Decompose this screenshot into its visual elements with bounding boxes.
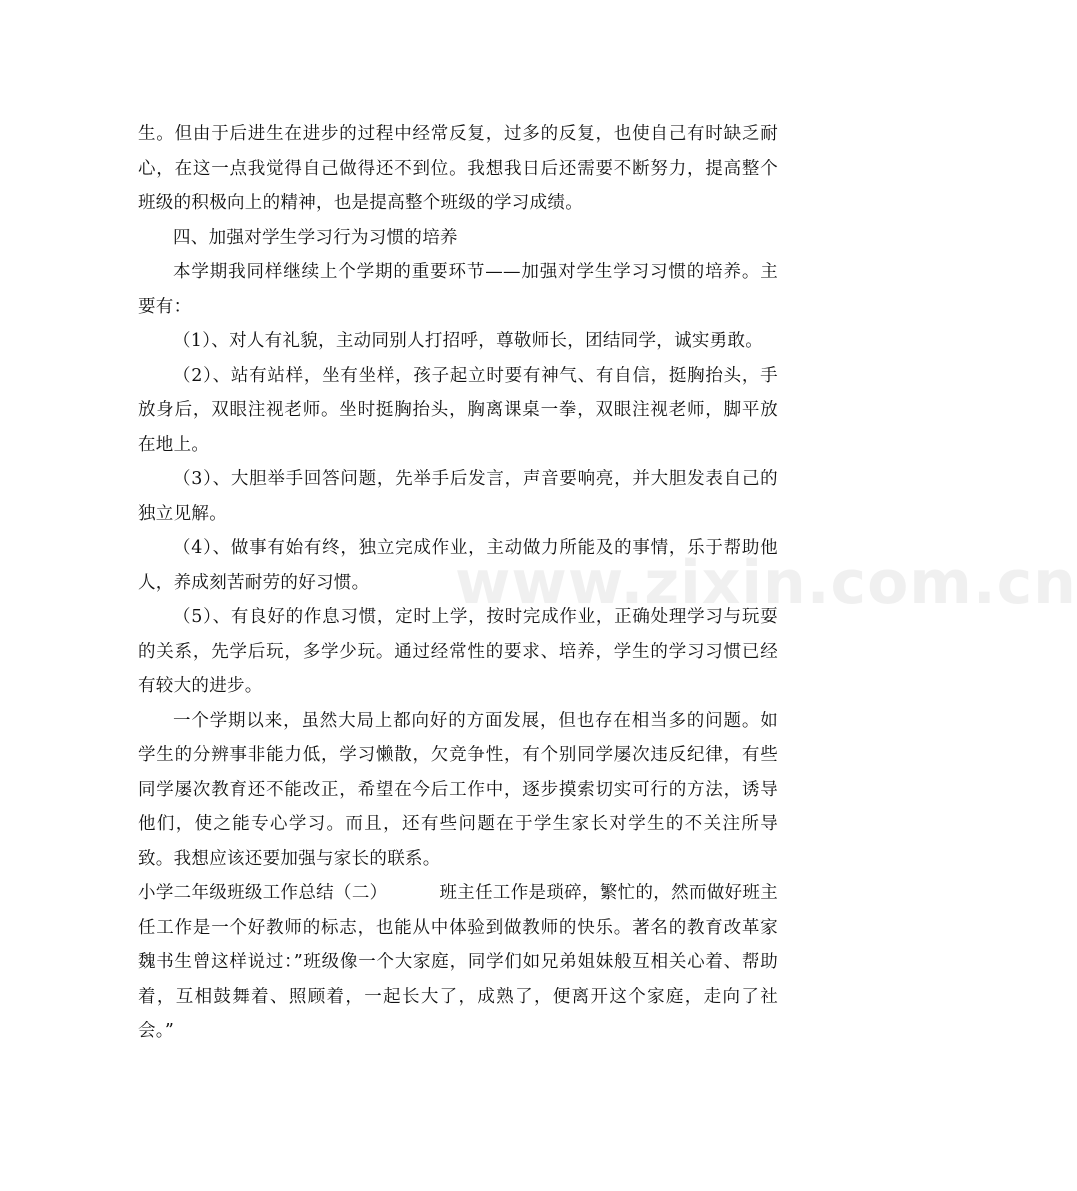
list-item-1: （1）、对人有礼貌，主动同别人打招呼，尊敬师长，团结同学，诚实勇敢。 [173, 331, 764, 351]
list-item-2: （2）、站有站样，坐有坐样，孩子起立时要有神气、有自信，挺胸抬头，手放身后，双眼注视老师。坐时挺胸抬头，胸离课桌一拳，双眼注视老师，脚平放在地上。 [138, 365, 778, 455]
list-item-4: （4）、做事有始有终，独立完成作业，主动做力所能及的事情，乐于帮助他人，养成刻苦耐劳的好习惯。 [138, 538, 778, 593]
document-body [138, 117, 778, 1049]
section-two [138, 876, 778, 1049]
section-two-title: 小学二年级班级工作总结（二） [138, 883, 388, 903]
list-item-3: （3）、大胆举手回答问题，先举手后发言，声音要响亮，并大胆发表自己的独立见解。 [138, 469, 778, 524]
paragraph-summary: 一个学期以来，虽然大局上都向好的方面发展，但也存在相当多的问题。如学生的分辨事非能力低，学习懒散，欠竞争性，有个别同学屡次违反纪律，有些同学屡次教育还不能改正，希望在今后工作中，逐步摸索切实可行的方法，诱导他们，使之能专心学习。而且，还有些问题在于学生家长对学生的不关注所导致。我想应该还要加强与家长的联系。 [138, 710, 778, 869]
list-item-5: （5）、有良好的作息习惯，定时上学，按时完成作业，正确处理学习与玩耍的关系，先学后玩，多学少玩。通过经常性的要求、培养，学生的学习习惯已经有较大的进步。 [138, 607, 778, 696]
section-two-body: 班主任工作是琐碎，繁忙的，然而做好班主任工作是一个好教师的标志，也能从中体验到做教师的快乐。著名的教育改革家魏书生曾这样说过：”班级像一个大家庭，同学们如兄弟姐妹般互相关心着、帮助着，互相鼓舞着、照顾着，一起长大了，成熟了，便离开这个家庭，走向了社会。” [138, 883, 778, 1041]
paragraph-intro: 本学期我同样继续上个学期的重要环节——加强对学生学习习惯的培养。主要有： [138, 262, 778, 317]
watermark-text: www.zixin.com.cn [455, 548, 1077, 618]
section-heading-4: 四、加强对学生学习行为习惯的培养 [173, 227, 458, 248]
paragraph-continuation: 生。但由于后进生在进步的过程中经常反复，过多的反复，也使自己有时缺乏耐心，在这一点我觉得自己做得还不到位。我想我日后还需要不断努力，提高整个班级的积极向上的精神，也是提高整个班级的学习成绩。 [138, 124, 778, 213]
